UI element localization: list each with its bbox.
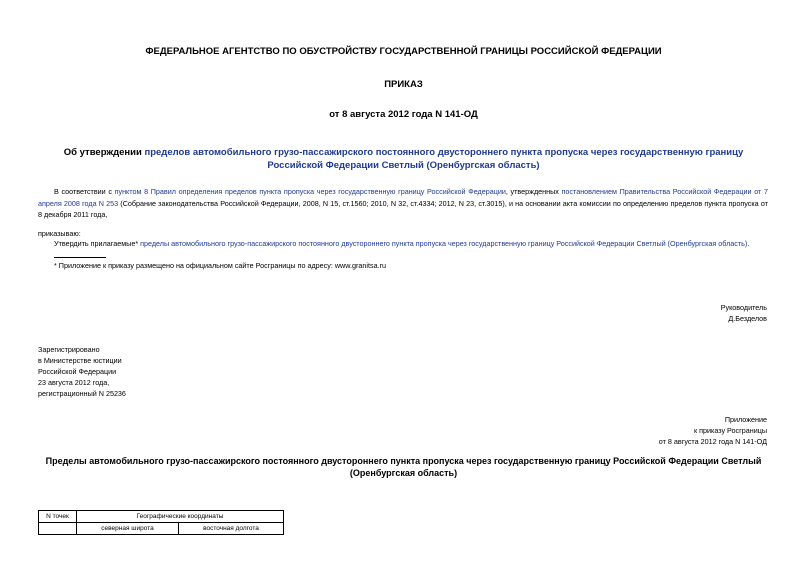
footnote-divider (54, 257, 106, 258)
table-header-coords: Географические координаты (77, 511, 284, 523)
preamble-text-2: , утвержденных (505, 187, 562, 196)
preamble-text-1: В соответствии с (54, 187, 115, 196)
registration-line: регистрационный N 25236 (38, 389, 126, 398)
approve-paragraph (54, 239, 749, 248)
signature-name: Д.Безделов (728, 314, 767, 323)
order-subject (40, 146, 767, 172)
table-header-latitude: северная широта (77, 523, 179, 535)
appendix-title: Пределы автомобильного грузо-пассажирского постоянного двустороннего пункта пропуска через государственную границу Российской Федерации Светлый (Оренбургская область) (45, 456, 762, 478)
registration-line: Зарегистрировано (38, 345, 100, 354)
order-date-number: от 8 августа 2012 года N 141-ОД (329, 109, 478, 120)
table-cell-empty (39, 523, 77, 535)
agency-name: ФЕДЕРАЛЬНОЕ АГЕНТСТВО ПО ОБУСТРОЙСТВУ ГОСУДАРСТВЕННОЙ ГРАНИЦЫ РОССИЙСКОЙ ФЕДЕРАЦИИ (145, 46, 662, 57)
preamble-text-3: (Собрание законодательства Российской Федерации, 2008, N 15, ст.1560; 2010, N 32, ст.4334; 2012, N 23, ст.3015), и на основании акта комиссии по определению пределов пункта пропуска от 8 декабря 2011 года, (38, 198, 768, 219)
appendix-header (659, 414, 767, 447)
registration-line: Российской Федерации (38, 367, 117, 376)
table-header-row (39, 511, 284, 523)
subject-prefix: Об утверждении (63, 147, 145, 158)
order-word: приказываю: (38, 229, 81, 238)
subject-link[interactable]: пределов автомобильного грузо-пассажирского постоянного двустороннего пункта пропуска через государственную границу Российской Федерации Светлый (Оренбургская область) (144, 147, 744, 171)
appendix-line: Приложение (724, 415, 767, 424)
appendix-line: от 8 августа 2012 года N 141-ОД (658, 437, 767, 446)
table-header-longitude: восточная долгота (179, 523, 284, 535)
document-type: ПРИКАЗ (384, 79, 423, 90)
signature-block (721, 302, 767, 324)
registration-block (38, 344, 126, 399)
government-decree-link[interactable]: постановлением Правительства Российской Федерации от 7 апреля 2008 года N 253 (38, 187, 768, 208)
preamble-paragraph (38, 186, 768, 221)
approve-link[interactable]: пределы автомобильного грузо-пассажирского постоянного двустороннего пункта пропуска через государственную границу Российской Федерации Светлый (Оренбургская область) (140, 239, 748, 248)
registration-line: в Министерстве юстиции (38, 356, 122, 365)
table-subheader-row (39, 523, 284, 535)
approve-text-2: . (747, 239, 750, 248)
footnote: * Приложение к приказу размещено на официальном сайте Росграницы по адресу: www.granitsa.ru (54, 261, 386, 270)
signature-position: Руководитель (720, 303, 767, 312)
registration-line: 23 августа 2012 года, (38, 378, 110, 387)
appendix-line: к приказу Росграницы (693, 426, 767, 435)
coordinates-table (38, 510, 284, 535)
table-header-point: N точек (39, 511, 77, 523)
rules-link[interactable]: пунктом 8 Правил определения пределов пункта пропуска через государственную границу Российской Федерации (114, 187, 506, 196)
approve-text-1: Утвердить прилагаемые* (54, 239, 141, 248)
